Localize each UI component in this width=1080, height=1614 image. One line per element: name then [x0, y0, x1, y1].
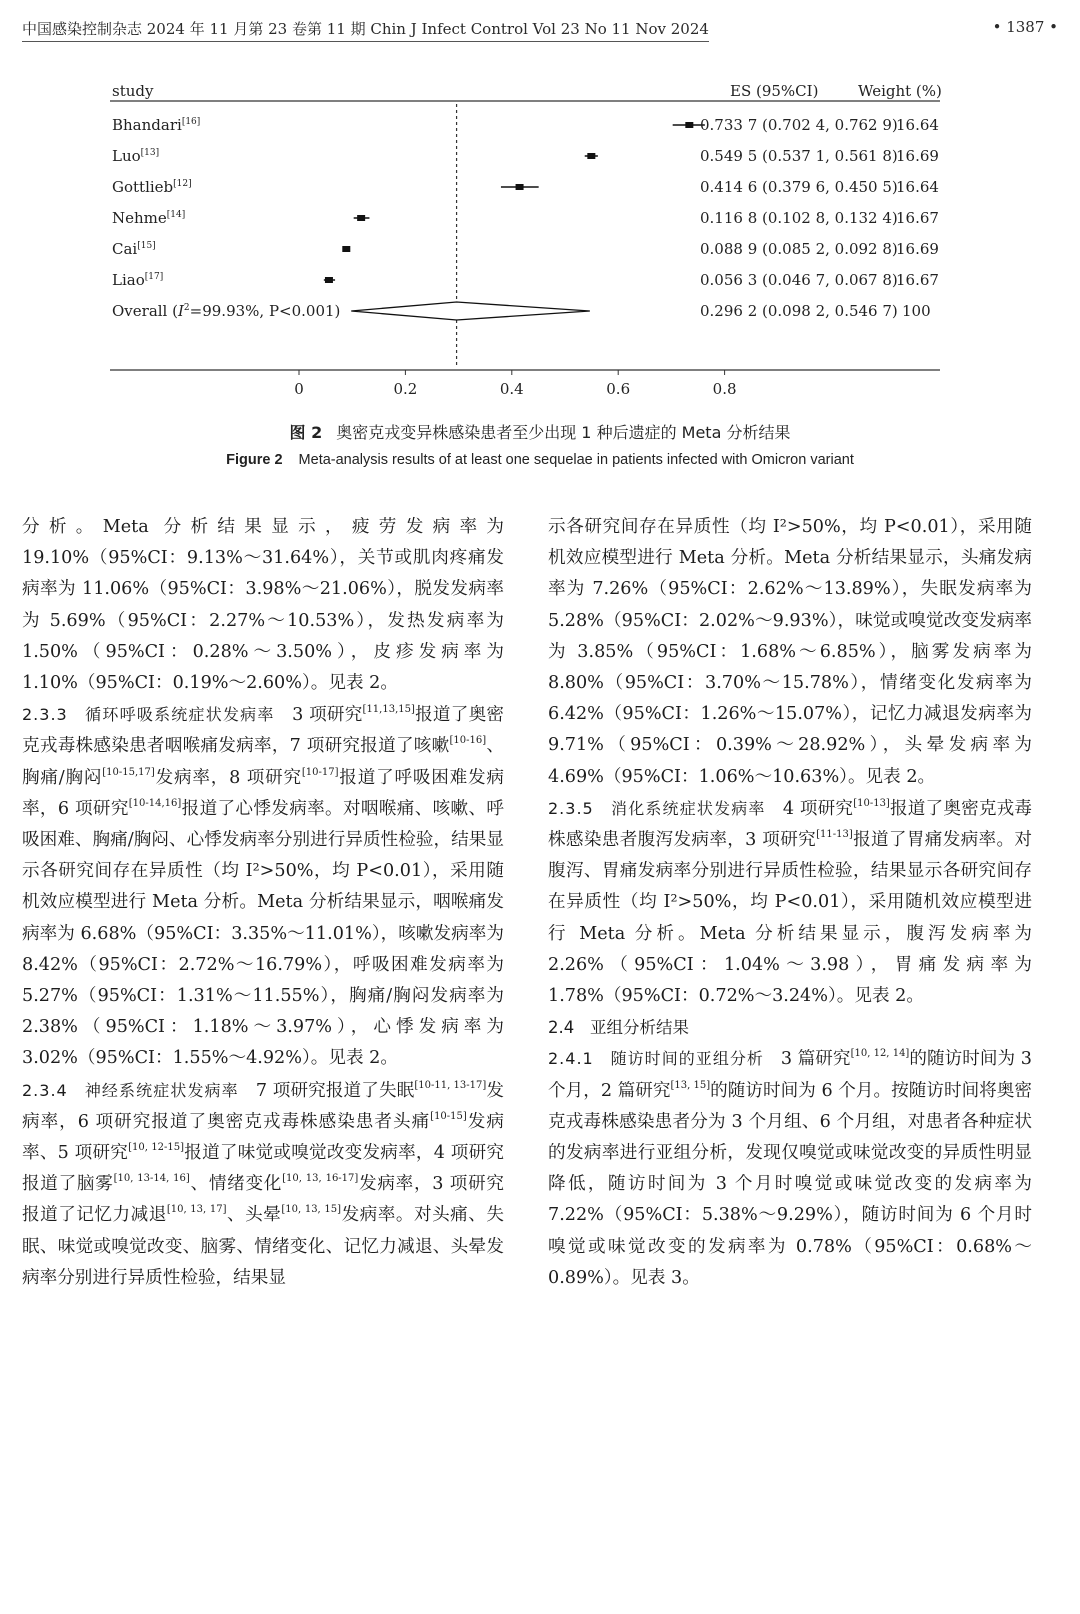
citation: [10-11, 13-17] — [414, 1079, 487, 1091]
text-run: 发病率。对头痛、失眠、味觉或嗅觉改变、脑雾、情绪变化、记忆力减退、头晕发病率分别进行异质性检验，结果显 — [22, 1205, 504, 1288]
study-label: Gottlieb[12] — [112, 178, 192, 196]
x-tick-label: 0.6 — [606, 380, 631, 398]
section-number: 2.4.1 — [548, 1049, 594, 1069]
body-column-left — [22, 512, 504, 1294]
text-run: 、胸痛/胸闷 — [22, 736, 504, 788]
citation: [10, 12, 14] — [850, 1048, 910, 1060]
col-es-header: ES (95%CI) — [730, 82, 819, 100]
figure-label-cn: 图 2 — [289, 423, 323, 442]
paragraph: 分析。Meta 分析结果显示，疲劳发病率为 19.10%（95%CI：9.13%～31.64%），关节或肌肉疼痛发病率为 11.06%（95%CI：3.98%～21.06%），脱发发病率为 5.69%（95%CI：2.27%～10.53%），发热发病率为 1.50%（95%CI：0.28%～3.50%），皮疹发病率为 1.10%（95%CI：0.19%～2.60%）。见表 2。 — [22, 517, 504, 694]
point-estimate — [685, 122, 693, 128]
section-number: 2.3.5 — [548, 798, 594, 818]
figure-title-cn: 奥密克戎变异株感染患者至少出现 1 种后遗症的 Meta 分析结果 — [336, 423, 791, 442]
text-run: 4 项研究 — [782, 798, 854, 819]
text-run: 报道了奥密克戎毒株感染患者咽喉痛发病率，7 项研究报道了咳嗽 — [22, 705, 504, 757]
text-run: 发病率，8 项研究 — [154, 767, 302, 788]
text-run: 7 项研究报道了失眠 — [255, 1080, 415, 1101]
section-2-3-4 — [22, 1075, 504, 1294]
section-title: 神经系统症状发病率 — [84, 1080, 239, 1100]
text-run: 报道了呼吸困难发病率，6 项研究 — [22, 767, 504, 819]
text-run: 报道了奥密克戎毒株感染患者腹泻发病率，3 项研究 — [548, 798, 1032, 851]
citation: [10, 12-15] — [128, 1142, 185, 1154]
text-run: 3 篇研究 — [780, 1049, 851, 1070]
forest-plot — [0, 70, 1080, 410]
study-label: Luo[13] — [112, 147, 160, 165]
weight-value: 16.67 — [896, 209, 939, 227]
col-weight-header: Weight (%) — [858, 82, 942, 100]
text-run: 、情绪变化 — [189, 1174, 283, 1195]
citation: [10-15] — [430, 1110, 467, 1122]
weight-value: 16.64 — [896, 178, 939, 196]
es-value: 0.733 7 (0.702 4, 0.762 9) — [700, 116, 898, 134]
citation: [10-14,16] — [128, 797, 182, 809]
citation: [11,13,15] — [362, 704, 415, 716]
paragraph: 示各研究间存在异质性（均 I²>50%，均 P<0.01），采用随机效应模型进行 Meta 分析。Meta 分析结果显示，头痛发病率为 7.26%（95%CI：2.62%～13.89%），失眠发病率为 5.28%（95%CI：2.02%～9.93%），味觉或嗅觉改变发病率为 3.85%（95%CI：1.68%～6.85%），脑雾发病率为 8.80%（95%CI：3.70%～15.78%），情绪变化发病率为 6.42%（95%CI：1.26%～15.07%），记忆力减退发病率为 9.71%（95%CI：0.39%～28.92%），头晕发病率为 4.69%（95%CI：1.06%～10.63%）。见表 2。 — [548, 517, 1032, 787]
point-estimate — [342, 246, 350, 252]
citation: [10, 13, 16-17] — [282, 1173, 359, 1185]
overall-diamond — [351, 302, 590, 320]
figure-caption-cn — [0, 420, 1080, 443]
figure-title-en: Meta-analysis results of at least one sequelae in patients infected with Omicron variant — [298, 452, 854, 468]
study-label: Liao[17] — [112, 271, 164, 289]
text-run: 3 项研究 — [292, 705, 363, 726]
es-value: 0.414 6 (0.379 6, 0.450 5) — [700, 178, 898, 196]
x-tick-label: 0.4 — [499, 380, 524, 398]
citation: [11-13] — [816, 829, 853, 841]
point-estimate — [516, 184, 524, 190]
body-column-right — [548, 512, 1032, 1294]
running-header — [22, 18, 1058, 44]
citation: [10, 13-14, 16] — [113, 1173, 190, 1185]
x-tick-label: 0.2 — [393, 380, 418, 398]
text-run: 的随访时间为 6 个月。按随访时间将奥密克戎毒株感染患者分为 3 个月组、6 个月组，对患者各种症状的发病率进行亚组分析，发现仅嗅觉或味觉改变的异质性明显降低，随访时间为 3 个月时嗅觉或味觉改变的发病率为 7.22%（95%CI：5.38%～9.29%），随访时间为 6 个月时嗅觉或味觉改变的发病率为 0.78%（95%CI：0.68%～0.89%）。见表 3。 — [548, 1080, 1032, 1288]
text-run: 报道了味觉或嗅觉改变发病率，4 项研究报道了脑雾 — [22, 1143, 504, 1195]
text-run: 发病率，3 项研究报道了记忆力减退 — [22, 1174, 504, 1226]
weight-value: 16.64 — [896, 116, 939, 134]
overall-es-value: 0.296 2 (0.098 2, 0.546 7) — [700, 302, 898, 320]
citation: [10-17] — [301, 766, 339, 778]
col-study-header: study — [112, 82, 154, 100]
section-2-3-3 — [22, 699, 504, 1074]
citation: [10-16] — [449, 735, 487, 747]
section-2-3-5 — [548, 793, 1032, 1012]
figure-label-en: Figure 2 — [226, 452, 283, 468]
overall-label: Overall ($I^2=99.93\%$, P<0.001) — [112, 302, 341, 320]
text-run: 发病率、5 项研究 — [22, 1111, 504, 1164]
weight-value: 16.67 — [896, 271, 939, 289]
journal-citation: 中国感染控制杂志 2024 年 11 月第 23 卷第 11 期 Chin J Infect Control Vol 23 No 11 Nov 2024 — [22, 18, 709, 42]
section-title: 消化系统症状发病率 — [611, 798, 766, 818]
citation: [10, 13, 15] — [281, 1204, 342, 1216]
figure-caption-en — [0, 452, 1080, 468]
text-run: 、头晕 — [226, 1205, 282, 1226]
point-estimate — [587, 153, 595, 159]
citation: [13, 15] — [670, 1079, 711, 1091]
weight-value: 16.69 — [896, 240, 939, 258]
x-tick-label: 0.8 — [712, 380, 737, 398]
section-number: 2.4 — [548, 1018, 575, 1038]
section-title: 亚组分析结果 — [590, 1018, 689, 1038]
page-number: • 1387 • — [992, 18, 1058, 36]
es-value: 0.056 3 (0.046 7, 0.067 8) — [700, 271, 898, 289]
citation: [10-15,17] — [102, 766, 155, 778]
x-tick-label: 0 — [294, 380, 304, 398]
section-title: 随访时间的亚组分析 — [610, 1049, 764, 1069]
study-label: Nehme[14] — [112, 209, 186, 227]
section-title: 循环呼吸系统症状发病率 — [85, 705, 275, 725]
point-estimate — [325, 277, 333, 283]
text-run: 报道了胃痛发病率。对腹泻、胃痛发病率分别进行异质性检验，结果显示各研究间存在异质性（均 I²>50%，均 P<0.01），采用随机效应模型进行 Meta 分析。Meta 分析结果显示，腹泻发病率为 2.26%（95%CI：1.04%～3.98），胃痛发病率为 1.78%（95%CI：0.72%～3.24%）。见表 2。 — [548, 830, 1032, 1007]
section-2-4 — [548, 1012, 1032, 1043]
es-value: 0.549 5 (0.537 1, 0.561 8) — [700, 147, 898, 165]
point-estimate — [357, 215, 365, 221]
section-number: 2.3.4 — [22, 1080, 68, 1100]
text-run: 发病率，6 项研究报道了奥密克戎毒株感染患者头痛 — [22, 1080, 504, 1132]
es-value: 0.088 9 (0.085 2, 0.092 8) — [700, 240, 898, 258]
weight-value: 16.69 — [896, 147, 939, 165]
citation: [10, 13, 17] — [166, 1204, 227, 1216]
overall-weight-value: 100 — [902, 302, 931, 320]
es-value: 0.116 8 (0.102 8, 0.132 4) — [700, 209, 898, 227]
citation: [10-13] — [853, 797, 890, 809]
study-label: Bhandari[16] — [112, 116, 201, 134]
section-2-4-1 — [548, 1043, 1032, 1294]
study-label: Cai[15] — [112, 240, 156, 258]
section-number: 2.3.3 — [22, 705, 68, 725]
text-run: 报道了心悸发病率。对咽喉痛、咳嗽、呼吸困难、胸痛/胸闷、心悸发病率分别进行异质性检验，结果显示各研究间存在异质性（均 I²>50%，均 P<0.01），采用随机效应模型进行 Meta 分析。Meta 分析结果显示，咽喉痛发病率为 6.68%（95%CI：3.35%～11.01%），咳嗽发病率为 8.42%（95%CI：2.72%～16.79%），呼吸困难发病率为 5.27%（95%CI：1.31%～11.55%），胸痛/胸闷发病率为 2.38%（95%CI：1.18%～3.97%），心悸发病率为 3.02%（95%CI：1.55%～4.92%）。见表 2。 — [22, 798, 504, 1069]
text-run: 的随访时间为 3 个月，2 篇研究 — [548, 1049, 1032, 1101]
